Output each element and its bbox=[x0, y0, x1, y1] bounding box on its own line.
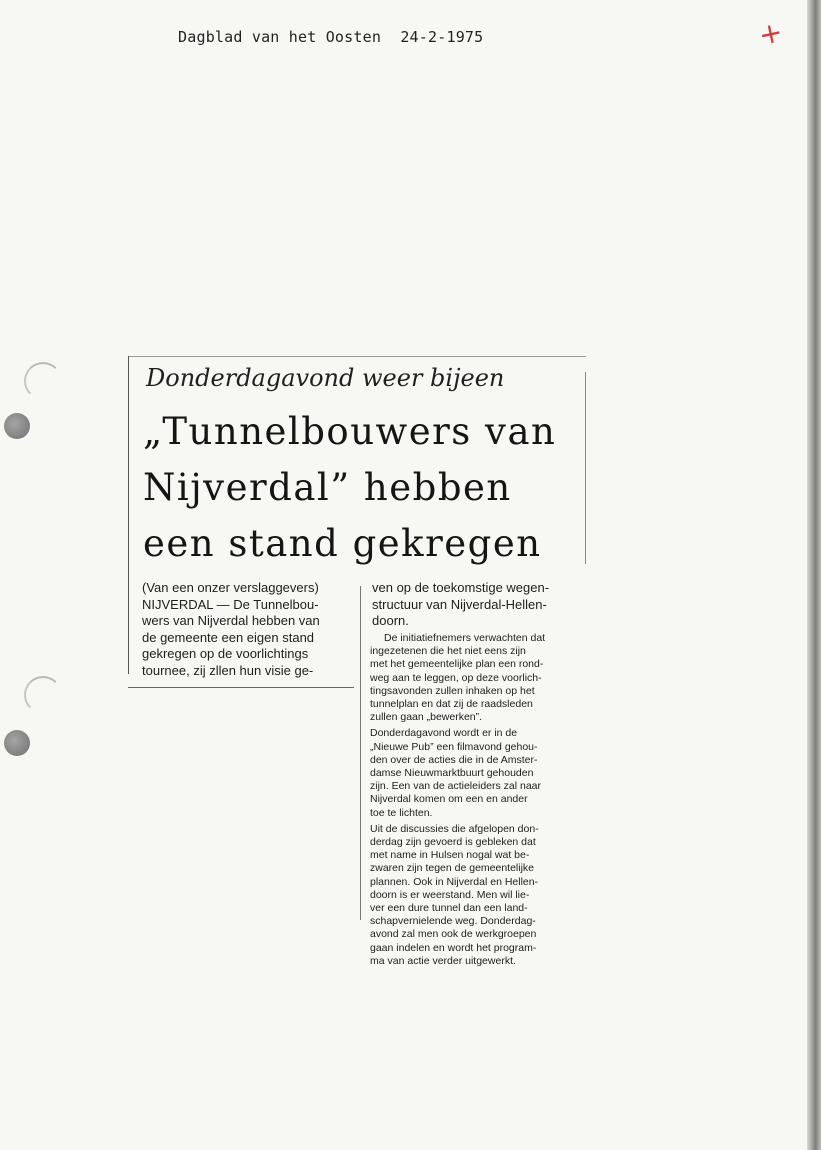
body-line: ver een dure tunnel dan een land- bbox=[370, 902, 528, 915]
body-line: ma van actie verder uitgewerkt. bbox=[370, 954, 516, 967]
body-line: den over de acties die in de Amster- bbox=[370, 753, 538, 766]
body-line: ingezetenen die het niet eens zijn bbox=[370, 645, 526, 658]
body-line: zijn. Een van de actieleiders zal naar bbox=[370, 780, 542, 793]
body-line: gaan indelen en wordt het program- bbox=[370, 941, 537, 954]
body-line: Uit de discussies die afgelopen don- bbox=[370, 822, 539, 835]
newspaper-name: Dagblad van het Oosten bbox=[178, 28, 382, 46]
paragraph bbox=[370, 632, 584, 724]
article-column-2-body bbox=[370, 632, 584, 971]
article-kicker: Donderdagavond weer bijeen bbox=[146, 364, 505, 392]
punch-hole-arc-bottom bbox=[24, 676, 62, 714]
body-line: doorn is er weerstand. Men wil lie- bbox=[370, 888, 530, 901]
body-line: plannen. Ook in Nijverdal en Hellen- bbox=[370, 875, 539, 888]
body-line: de gemeente een eigen stand bbox=[142, 629, 315, 645]
body-line: doorn. bbox=[372, 613, 409, 629]
body-line: structuur van Nijverdal-Hellen- bbox=[372, 596, 547, 612]
body-line: zwaren zijn tegen de gemeentelijke bbox=[370, 862, 535, 875]
article-headline bbox=[143, 404, 583, 572]
punch-hole-arc-top bbox=[24, 362, 62, 400]
body-line: tunnelplan en dat zij de raadsleden bbox=[370, 698, 533, 711]
punch-hole-bottom bbox=[4, 730, 30, 756]
article-column-2-lead bbox=[372, 580, 586, 630]
red-plus-mark: + bbox=[755, 14, 786, 53]
scan-edge-shadow bbox=[807, 0, 821, 1150]
headline-line: Nijverdal” hebben bbox=[143, 466, 512, 509]
paragraph bbox=[370, 727, 584, 819]
clipping-header bbox=[178, 28, 483, 46]
body-line: tournee, zij zllen hun visie ge- bbox=[142, 662, 314, 678]
body-line: tingsavonden zullen inhaken op het bbox=[370, 684, 535, 697]
body-line: NIJVERDAL — De Tunnelbou- bbox=[142, 596, 319, 612]
clipping-top-rule bbox=[128, 356, 586, 357]
body-line: Donderdagavond wordt er in de bbox=[370, 727, 518, 740]
column-divider bbox=[360, 586, 361, 920]
body-line: met name in Hulsen nogal wat be- bbox=[370, 849, 530, 862]
body-line: weg aan te leggen, op deze voorlich- bbox=[370, 671, 542, 684]
body-line: wers van Nijverdal hebben van bbox=[142, 613, 320, 629]
headline-line: „Tunnelbouwers van bbox=[143, 410, 557, 453]
body-line: damse Nieuwmarktbuurt gehouden bbox=[370, 767, 534, 780]
article-column-1 bbox=[142, 580, 354, 680]
clipping-right-rule bbox=[585, 372, 586, 564]
body-line: avond zal men ook de werkgroepen bbox=[370, 928, 537, 941]
clipping-bottom-rule bbox=[128, 687, 354, 688]
body-line: De initiatiefnemers verwachten dat bbox=[384, 632, 546, 644]
body-line: schapvernielende weg. Donderdag- bbox=[370, 915, 536, 928]
publication-date: 24-2-1975 bbox=[400, 28, 484, 46]
clipping-left-rule bbox=[128, 356, 129, 674]
body-line: zullen gaan „bewerken”. bbox=[370, 711, 483, 724]
body-line: ven op de toekomstige wegen- bbox=[372, 580, 550, 595]
headline-line: een stand gekregen bbox=[143, 522, 542, 565]
body-line: gekregen op de voorlichtings bbox=[142, 646, 309, 662]
body-line: derdag zijn gevoerd is gebleken dat bbox=[370, 836, 536, 849]
body-line: „Nieuwe Pub” een filmavond gehou- bbox=[370, 740, 538, 753]
byline: (Van een onzer verslaggevers) bbox=[142, 580, 319, 595]
punch-hole-top bbox=[4, 413, 30, 439]
body-line: toe te lichten. bbox=[370, 806, 433, 819]
paragraph bbox=[370, 823, 584, 968]
body-line: Nijverdal komen om een en ander bbox=[370, 793, 528, 806]
body-line: met het gemeentelijke plan een rond- bbox=[370, 658, 544, 671]
